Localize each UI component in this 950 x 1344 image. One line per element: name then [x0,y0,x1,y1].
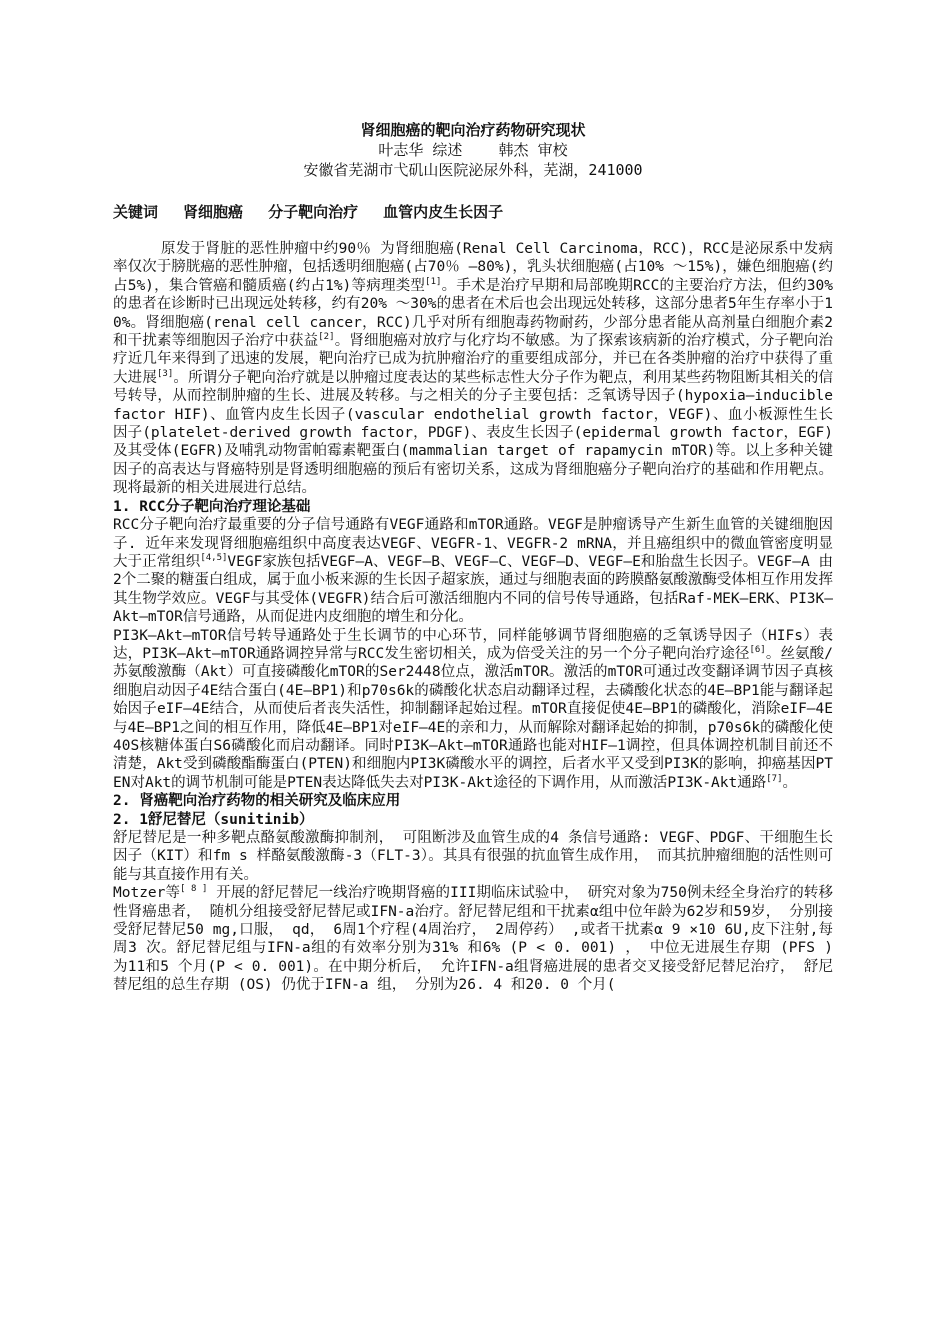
text-run: VEGF家族包括VEGF—A、VEGF—B、VEGF—C、VEGF—D、VEGF—E和胎盘生长因子。VEGF—A 由2个二聚的糖蛋白组成，属于血小板来源的生长因子超家族，通过与细胞表面的跨膜酪氨酸激酶受体相互作用发挥其生物学效应。VEGF与其受体(VEGFR)结合后可激活细胞内不同的信号传导通路，包括Raf-MEK—ERK、PI3K—Akt—mTOR信号通路，从而促进内皮细胞的增生和分化。 [113,553,834,626]
citation: [6] [749,644,766,655]
text-run: 。肾细胞癌对放疗与化疗均不敏感。为了探索该病新的治疗模式，分子靶向治疗近几年来得到了迅速的发展，靶向治疗已成为抗肿瘤治疗的重要组成部分，并已在各类肿瘤的治疗中获得了重大进展 [113,333,834,386]
citation: [3] [156,368,174,379]
text-run: RCC分子靶向治疗最重要的分子信号通路有VEGF通路和mTOR通路。VEGF是肿瘤诱导产生新生血管的关键细胞因子. 近年来发现肾细胞癌组织中高度表达VEGF、VEGFR-1、VEGFR-2 mRNA，并且癌组织中的微血管密度明显大于正常组织 [113,517,833,570]
text-run: 。所谓分子靶向治疗就是以肿瘤过度表达的某些标志性大分子作为靶点，利用某些药物阻断其相关的信号转导，从而控制肿瘤的生长、进展及转移。与之相关的分子主要包括：乏氧诱导因子(hypoxia—inducible factor HIF)、血管内皮生长因子(vascular endothelial growth factor，VEGF)、血小板源性生长因子(platelet-derived growth factor，PDGF)、表皮生长因子(epidermal growth factor，EGF)及其受体(EGFR)及哺乳动物雷帕霉素靶蛋白(mammalian target of rapamycin mTOR)等。以上多种关键因子的高表达与肾癌特别是肾透明细胞癌的预后有密切关系，这成为肾细胞癌分子靶向治疗的基础和作用靶点。现将最新的相关进展进行总结。 [113,369,833,497]
text-run: 。丝氨酸/苏氨酸激酶（Akt）可直接磷酸化mTOR的Ser2448位点，激活mTOR。激活的mTOR可通过改变翻译调节因子真核细胞启动因子4E结合蛋白(4E—BP1)和p70s6k的磷酸化状态启动翻译过程，去磷酸化状态的4E—BP1能与翻译起始因子eIF—4E结合，从而使后者丧失活性，抑制翻译起始过程。mTOR直接促使4E—BP1的磷酸化，消除eIF—4E与4E—BP1之间的相互作用，降低4E—BP1对eIF—4E的亲和力，从而解除对翻译起始的抑制，p70s6k的磷酸化使40S核糖体蛋白S6磷酸化而启动翻译。同时PI3K—Akt—mTOR通路也能对HIF—1调控，但具体调控机制目前还不清楚，Akt受到磷酸酯酶蛋白(PTEN)和细胞内PI3K磷酸水平的调控，后者水平又受到PI3K的影响，抑癌基因PTEN对Akt的调节机制可能是PTEN表达降低失去对PI3K-Akt途径的下调作用，从而激活PI3K-Akt通路 [113,645,833,791]
keyword-term: 血管内皮生长因子 [383,203,504,221]
keyword-term: 分子靶向治疗 [268,203,359,221]
text-run: 开展的舒尼替尼一线治疗晚期肾癌的III期临床试验中， 研究对象为750例未经全身治疗的转移性肾癌患者， 随机分组接受舒尼替尼或IFN-a治疗。舒尼替尼组和干扰素α组中位年龄为62岁和59岁， 分别接受舒尼替尼50 mg,口服， qd， 6周1个疗程(4周治疗， 2周停药） ,或者干扰素α 9 ×10 6U,皮下注射,每周3 次。舒尼替尼组与IFN-a组的有效率分别为31% 和6% (P < 0. 001) ， 中位无进展生存期 (PFS ) 为11和5 个月(P < 0. 001)。在中期分析后， 允许IFN-a组肾癌进展的患者交叉接受舒尼替尼治疗， 舒尼替尼组的总生存期 (OS) 仍优于IFN-a 组， 分别为26. 4 和20. 0 个月( [113,885,833,994]
paragraph-sunitinib: 舒尼替尼是一种多靶点酪氨酸激酶抑制剂， 可阻断涉及血管生成的4 条信号通路: VEGF、PDGF、干细胞生长因子（KIT）和fm s 样酪氨酸激酶-3（FLT-3）。其具有很强的抗血管生成作用， 而其抗肿瘤细胞的活性则可能与其直接作用有关。 [113,830,833,883]
text-run: 。手术是治疗早期和局部晚期RCC的主要治疗方法，但约30%的患者在诊断时已出现远处转移，约有20% ～30%的患者在术后也会出现远处转移，这部分患者5年生存率小于10%。肾细胞癌(renal cell cancer，RCC)几乎对所有细胞毒药物耐药，少部分患者能从高剂量白细胞介素2和干扰素等细胞因子治疗中获益 [113,277,833,350]
keyword-term: 肾细胞癌 [183,203,244,221]
subsection-heading-2-1: 2. 1舒尼替尼（sunitinib） [113,811,314,828]
affiliation: 安徽省芜湖市弋矶山医院泌尿外科，芜湖，241000 [303,161,643,179]
keywords-label: 关键词 [113,203,159,221]
citation: [1] [425,276,442,287]
text-run: PI3K—Akt—mTOR信号转导通路处于生长调节的中心环节，同样能够调节肾细胞癌的乏氧诱导因子（HIFs）表达，PI3K—Akt—mTOR通路调控异常与RCC发生密切相关，成为倍受关注的另一个分子靶向治疗途径 [113,627,833,662]
text-run: 原发于肾脏的恶性肿瘤中约90％ 为肾细胞癌(Renal Cell Carcinoma，RCC)，RCC是泌尿系中发病率仅次于膀胱癌的恶性肿瘤，包括透明细胞癌(占70％ —80%)，乳头状细胞癌(占10% ～15%)，嫌色细胞癌(约占5%)，集合管癌和髓质癌(约占1%)等病理类型 [113,241,833,294]
paragraph-vegf [113,516,833,626]
paragraph-mtor [113,627,833,793]
citation: [ 8 ] [180,884,208,895]
document-title: 肾细胞癌的靶向治疗药物研究现状 [360,121,586,139]
document-page [113,120,833,995]
keywords-line [113,202,833,222]
intro-paragraph [113,240,833,498]
citation: [7] [766,773,783,784]
paragraph-motzer-trial [113,884,833,994]
citation: [4,5] [200,552,228,563]
text-run: 。 [782,774,798,791]
section-heading-1: 1. RCC分子靶向治疗理论基础 [113,498,311,515]
section-heading-2: 2. 肾癌靶向治疗药物的相关研究及临床应用 [113,793,401,810]
citation: [2] [318,332,335,343]
text-run: Motzer等 [113,885,181,902]
author-byline: 叶志华 综述 韩杰 审校 [378,141,568,159]
